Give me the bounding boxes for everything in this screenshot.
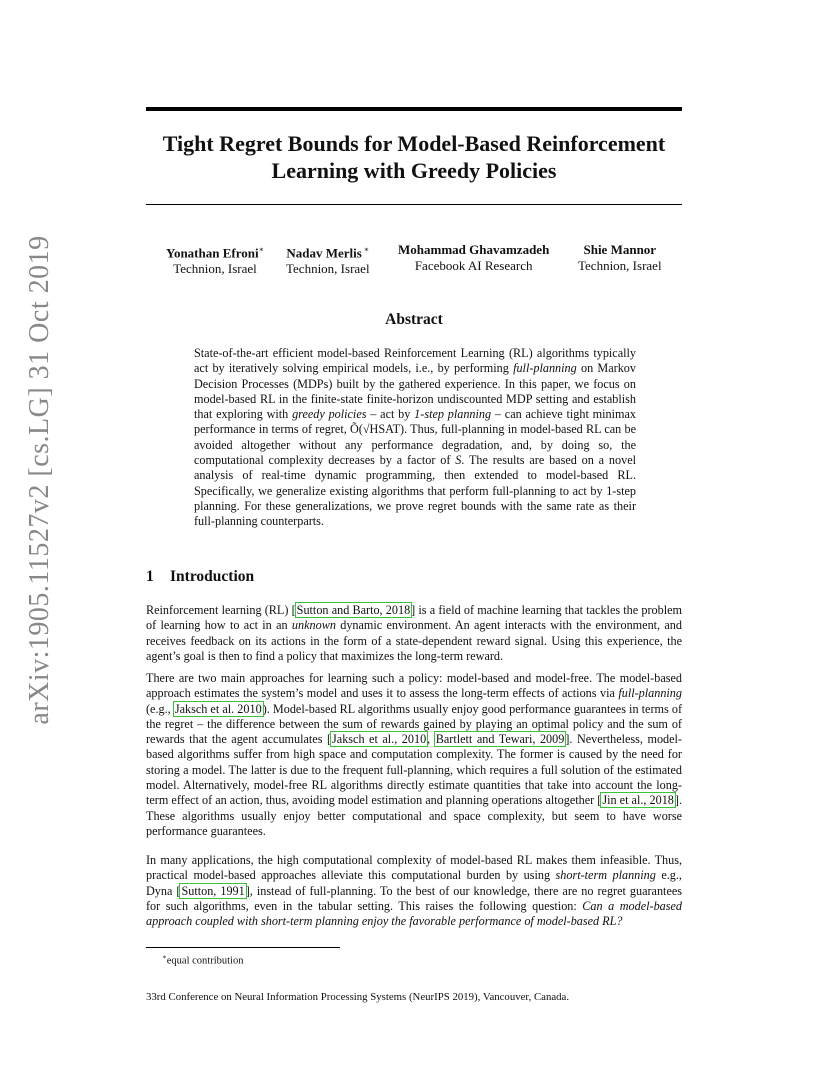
section-heading-introduction: 1 Introduction [146, 568, 255, 585]
author-affiliation: Technion, Israel [578, 258, 662, 273]
venue-footer: 33rd Conference on Neural Information Processing Systems (NeurIPS 2019), Vancouver, Canada. [146, 991, 570, 1003]
footnote-rule [146, 947, 340, 948]
author-name: Shie Mannor [583, 242, 657, 257]
citation-link[interactable]: Jaksch et al. 2010 [174, 701, 262, 716]
citation-link[interactable]: Sutton and Barto, 2018 [296, 603, 411, 617]
title-bottom-rule [146, 204, 682, 205]
arxiv-stamp: arXiv:1905.11527v2 [cs.LG] 31 Oct 2019 [24, 235, 55, 725]
author-1 [166, 242, 264, 277]
title-line-1: Tight Regret Bounds for Model-Based Reinforcement [162, 131, 666, 156]
paper-title [146, 130, 682, 184]
author-block [146, 242, 682, 282]
citation-link[interactable]: Sutton, 1991 [181, 883, 245, 898]
title-line-2: Learning with Greedy Policies [271, 158, 557, 183]
abstract-text: State-of-the-art efficient model-based Reinforcement Learning (RL) algorithms typically act by iteratively solving empirical models, i.e., by performing full-planning on Markov Decision Processes (MDPs) built by the gathered experience. In this paper, we focus on model-based RL in the finite-state finite-horizon undiscounted MDP setting and establish that exploring with greedy policies – act by 1-step planning – can achieve tight minimax performance in terms of regret, Õ(√HSAT). Thus, full-planning in model-based RL can be avoided altogether without any performance degradation, and, by doing so, the computational complexity decreases by a factor of S. The results are based on a novel analysis of real-time dynamic programming, then extended to model-based RL. Specifically, we generalize existing algorithms that perform full-planning to act by 1-step planning. For these generalizations, we prove regret bounds with the same rate as their full-planning counterparts. [194, 346, 636, 529]
intro-paragraph-3: In many applications, the high computational complexity of model-based RL makes them infeasible. Thus, practical model-based approaches alleviate this computational burden by using short-term planning e.g., Dyna [Sutton, 1991], instead of full-planning. To the best of our knowledge, there are no regret guarantees for such algorithms, even in the tabular setting. This raises the following question: Can a model-based approach coupled with short-term planning enjoy the favorable performance of model-based RL? [146, 853, 683, 929]
author-4 [578, 242, 662, 274]
author-name: Nadav Merlis ∗ [286, 245, 370, 261]
intro-paragraph-2: There are two main approaches for learning such a policy: model-based and model-free. The model-based approach estimates the system’s model and uses it to assess the long-term effects of actions via full-planning (e.g., Jaksch et al. 2010). Model-based RL algorithms usually enjoy good performance guarantees in terms of the regret – the difference between the sum of rewards gained by playing an optimal policy and the sum of rewards that the agent accumulates [Jaksch et al., 2010, Bartlett and Tewari, 2009]. Nevertheless, model-based algorithms suffer from high space and computation complexity. The former is caused by the need for storing a model. The latter is due to the frequent full-planning, which requires a full solution of the estimated model. Alternatively, model-free RL algorithms directly estimate quantities that take into account the long-term effect of an action, thus, avoiding model estimation and planning operations altogether [Jin et al., 2018]. These algorithms usually enjoy better computational and space complexity, but seem to have worse performance guarantees. [146, 671, 683, 838]
author-affiliation: Facebook AI Research [414, 258, 533, 273]
title-top-rule [146, 107, 682, 111]
abstract-heading: Abstract [385, 311, 443, 328]
citation-link[interactable]: Jaksch et al., 2010 [332, 732, 427, 747]
citation-link[interactable]: Jin et al., 2018 [602, 793, 674, 808]
author-2 [286, 242, 370, 277]
author-affiliation: Technion, Israel [173, 261, 257, 277]
footnote: ∗equal contribution [162, 953, 244, 967]
author-name: Mohammad Ghavamzadeh [398, 242, 550, 257]
author-3 [398, 242, 549, 274]
author-affiliation: Technion, Israel [286, 261, 370, 277]
intro-paragraph-1: Reinforcement learning (RL) [Sutton and Barto, 2018] is a field of machine learning that tackles the problem of learning how to act in an unknown dynamic environment. An agent interacts with the environment, and receives feedback on its actions in the form of a state-dependent reward signal. Using this experience, the agent’s goal is then to find a policy that maximizes the long-term reward. [146, 603, 682, 663]
citation-link[interactable]: Bartlett and Tewari, 2009 [435, 732, 565, 747]
author-name: Yonathan Efroni∗ [166, 245, 265, 261]
